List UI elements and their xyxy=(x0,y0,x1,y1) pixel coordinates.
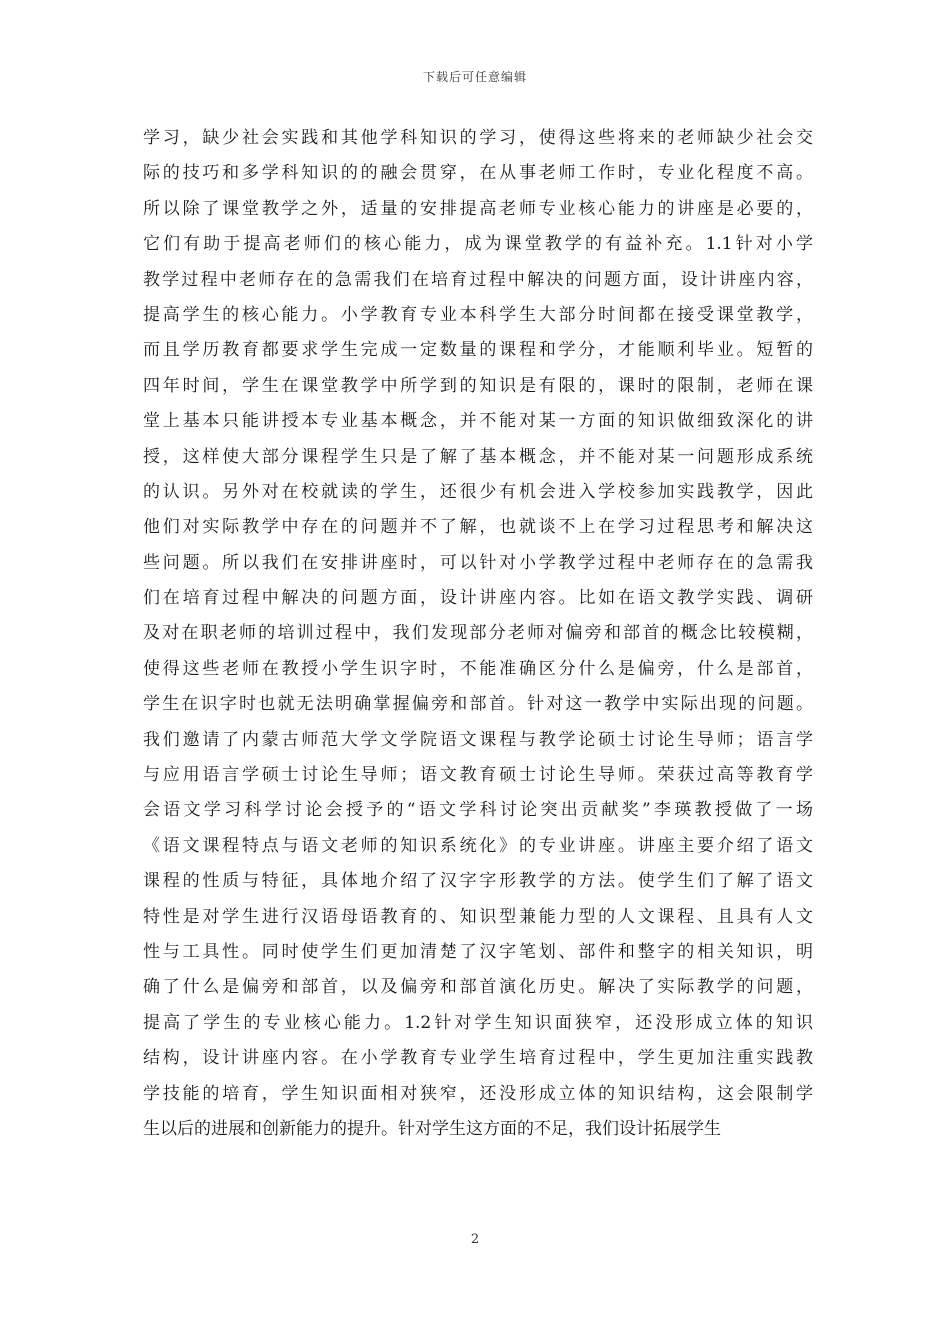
text-line: 些问题。所以我们在安排讲座时，可以针对小学教学过程中老师存在的急需我 xyxy=(143,552,813,573)
text-line: 提高了学生的专业核心能力。1.2针对学生知识面狭窄，还没形成立体的知识 xyxy=(143,1012,813,1033)
text-line: 使得这些老师在教授小学生识字时，不能准确区分什么是偏旁，什么是部首， xyxy=(143,658,813,679)
text-line: 际的技巧和多学科知识的的融会贯穿，在从事老师工作时，专业化程度不高。 xyxy=(143,163,813,184)
text-line: 四年时间，学生在课堂教学中所学到的知识是有限的，课时的限制，老师在课 xyxy=(143,375,813,396)
text-line: 而且学历教育都要求学生完成一定数量的课程和学分，才能顺利毕业。短暂的 xyxy=(143,340,813,361)
text-line: 他们对实际教学中存在的问题并不了解，也就谈不上在学习过程思考和解决这 xyxy=(143,517,813,538)
text-line: 《语文课程特点与语文老师的知识系统化》的专业讲座。讲座主要介绍了语文 xyxy=(143,835,813,856)
text-line: 确了什么是偏旁和部首，以及偏旁和部首演化历史。解决了实际教学的问题， xyxy=(143,977,813,998)
text-line: 我们邀请了内蒙古师范大学文学院语文课程与教学论硕士讨论生导师；语言学 xyxy=(143,729,813,750)
text-line: 特性是对学生进行汉语母语教育的、知识型兼能力型的人文课程、且具有人文 xyxy=(143,906,813,927)
text-line: 堂上基本只能讲授本专业基本概念，并不能对某一方面的知识做细致深化的讲 xyxy=(143,411,813,432)
text-line: 们在培育过程中解决的问题方面，设计讲座内容。比如在语文教学实践、调研 xyxy=(143,588,813,609)
page-number: 2 xyxy=(470,1232,480,1247)
text-line: 教学过程中老师存在的急需我们在培育过程中解决的问题方面，设计讲座内容， xyxy=(143,269,813,290)
text-line: 所以除了课堂教学之外，适量的安排提高老师专业核心能力的讲座是必要的， xyxy=(143,198,813,219)
text-line: 课程的性质与特征，具体地介绍了汉字字形教学的方法。使学生们了解了语文 xyxy=(143,871,813,892)
body-text xyxy=(143,126,813,1152)
text-line: 学习，缺少社会实践和其他学科知识的学习，使得这些将来的老师缺少社会交 xyxy=(143,128,813,148)
text-line: 生以后的进展和创新能力的提升。针对学生这方面的不足，我们设计拓展学生 xyxy=(143,1118,721,1139)
text-line: 及对在职老师的培训过程中，我们发现部分老师对偏旁和部首的概念比较模糊， xyxy=(143,623,813,644)
text-line: 的认识。另外对在校就读的学生，还很少有机会进入学校参加实践教学，因此 xyxy=(143,481,813,502)
text-line: 会语文学习科学讨论会授予的“语文学科讨论突出贡献奖”李瑛教授做了一场 xyxy=(143,800,813,821)
text-line: 授，这样使大部分课程学生只是了解了基本概念，并不能对某一问题形成系统 xyxy=(143,446,813,467)
text-line: 提高学生的核心能力。小学教育专业本科学生大部分时间都在接受课堂教学， xyxy=(143,304,813,325)
text-line: 它们有助于提高老师们的核心能力，成为课堂教学的有益补充。1.1针对小学 xyxy=(143,234,813,255)
text-line: 与应用语言学硕士讨论生导师；语文教育硕士讨论生导师。荣获过高等教育学 xyxy=(143,765,813,786)
text-line: 学技能的培育，学生知识面相对狭窄，还没形成立体的知识结构，这会限制学 xyxy=(143,1083,813,1104)
text-line: 结构，设计讲座内容。在小学教育专业学生培育过程中，学生更加注重实践教 xyxy=(143,1048,813,1069)
text-line: 性与工具性。同时使学生们更加清楚了汉字笔划、部件和整字的相关知识，明 xyxy=(143,941,813,962)
text-line: 学生在识字时也就无法明确掌握偏旁和部首。针对这一教学中实际出现的问题。 xyxy=(143,694,813,715)
page-header: 下载后可任意编辑 xyxy=(422,70,527,84)
